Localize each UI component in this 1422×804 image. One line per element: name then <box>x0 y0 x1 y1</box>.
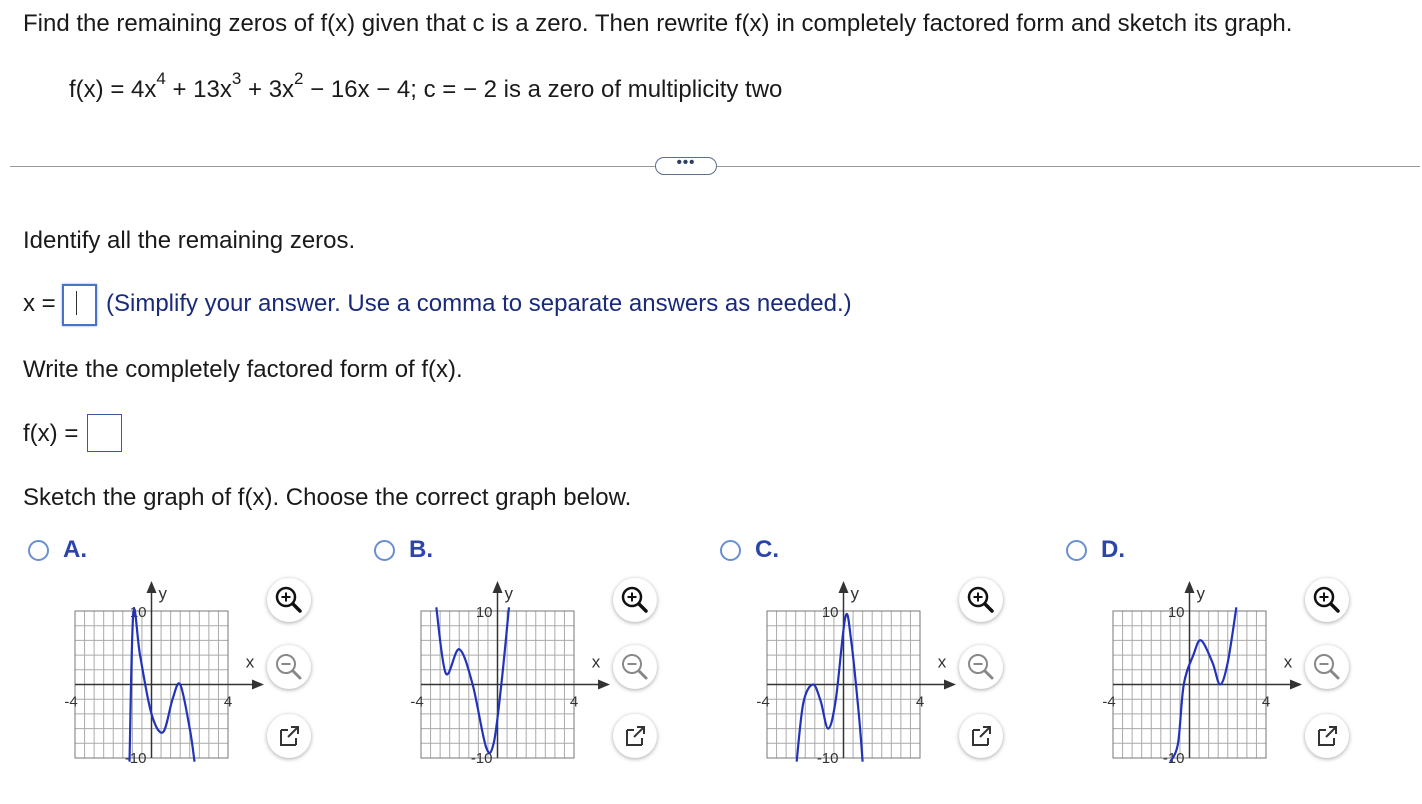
x-axis-arrow <box>252 680 264 690</box>
graph-curve <box>130 609 195 762</box>
radio-button-a[interactable] <box>28 540 49 561</box>
zoom-in-button-a[interactable] <box>267 578 311 622</box>
x-axis-arrow <box>1290 680 1302 690</box>
question-formula: $f(x) = 4x^4 + 13x^3 + 3x^2 - 16x - 4$; c = − 2 is a zero of multiplicity two <box>69 69 783 103</box>
zoom-out-icon <box>959 645 1003 689</box>
y-axis-arrow <box>493 581 503 593</box>
x-axis-label: x <box>937 652 947 672</box>
x-min-tick-label: -4 <box>410 693 424 711</box>
zoom-out-icon <box>1305 645 1349 689</box>
zeros-answer-input[interactable] <box>62 284 97 326</box>
y-min-tick-label: -10 <box>1162 750 1185 767</box>
x-max-tick-label: 4 <box>569 693 579 711</box>
zoom-out-icon <box>613 645 657 689</box>
zoom-out-button-d[interactable] <box>1305 645 1349 689</box>
y-axis-arrow <box>839 581 849 593</box>
y-min-tick-label: -10 <box>124 750 147 767</box>
choice-b[interactable] <box>374 536 444 566</box>
x-min-tick-label: -4 <box>64 693 78 711</box>
choice-letter-c: C. <box>755 536 779 563</box>
x-axis-label: x <box>591 652 601 672</box>
factored-answer-label: f(x) = <box>23 420 79 447</box>
zeros-answer-label: x = <box>23 290 56 317</box>
zoom-out-button-a[interactable] <box>267 645 311 689</box>
y-axis-label: y <box>850 584 859 603</box>
graph-c <box>752 578 962 768</box>
zoom-in-icon <box>613 578 657 622</box>
part3-prompt: Sketch the graph of f(x). Choose the correct graph below. <box>23 484 632 511</box>
part2-prompt: Write the completely factored form of f(x). <box>23 356 463 383</box>
expand-graph-button-b[interactable] <box>613 714 657 758</box>
y-max-tick-label: 10 <box>129 604 147 621</box>
expand-icon <box>267 714 311 758</box>
y-min-tick-label: -10 <box>470 750 493 767</box>
y-max-tick-label: 10 <box>475 604 493 621</box>
x-axis-label: x <box>245 652 255 672</box>
part1-prompt: Identify all the remaining zeros. <box>23 227 356 254</box>
choice-letter-b: B. <box>409 536 433 563</box>
zoom-out-icon <box>267 645 311 689</box>
y-axis-label: y <box>504 584 513 603</box>
zoom-out-button-b[interactable] <box>613 645 657 689</box>
y-axis-arrow <box>1185 581 1195 593</box>
y-max-tick-label: 10 <box>1167 604 1185 621</box>
y-axis-label: y <box>158 584 167 603</box>
expand-graph-button-d[interactable] <box>1305 714 1349 758</box>
zoom-in-icon <box>267 578 311 622</box>
x-max-tick-label: 4 <box>1261 693 1271 711</box>
choice-letter-d: D. <box>1101 536 1125 563</box>
x-min-tick-label: -4 <box>756 693 770 711</box>
x-axis-arrow <box>598 680 610 690</box>
zeros-answer-hint: (Simplify your answer. Use a comma to separate answers as needed.) <box>106 290 852 317</box>
choice-letter-a: A. <box>63 536 87 563</box>
radio-button-c[interactable] <box>720 540 741 561</box>
zoom-in-icon <box>1305 578 1349 622</box>
zoom-in-button-d[interactable] <box>1305 578 1349 622</box>
expand-graph-button-c[interactable] <box>959 714 1003 758</box>
graph-b <box>406 578 616 768</box>
x-min-tick-label: -4 <box>1102 693 1116 711</box>
zoom-in-button-c[interactable] <box>959 578 1003 622</box>
choice-a[interactable] <box>28 536 98 566</box>
expand-icon <box>1305 714 1349 758</box>
radio-button-b[interactable] <box>374 540 395 561</box>
graph-d <box>1098 578 1308 768</box>
x-axis-label: x <box>1283 652 1293 672</box>
expand-more-button[interactable]: ••• <box>655 157 717 175</box>
choice-d[interactable] <box>1066 536 1136 566</box>
expand-icon <box>613 714 657 758</box>
zoom-in-icon <box>959 578 1003 622</box>
y-min-tick-label: -10 <box>816 750 839 767</box>
radio-button-d[interactable] <box>1066 540 1087 561</box>
zoom-in-button-b[interactable] <box>613 578 657 622</box>
choice-c[interactable] <box>720 536 790 566</box>
y-axis-arrow <box>147 581 157 593</box>
expand-graph-button-a[interactable] <box>267 714 311 758</box>
x-max-tick-label: 4 <box>223 693 233 711</box>
factored-answer-input[interactable] <box>87 414 122 452</box>
x-max-tick-label: 4 <box>915 693 925 711</box>
zoom-out-button-c[interactable] <box>959 645 1003 689</box>
graph-a <box>60 578 270 768</box>
text-caret <box>76 291 77 315</box>
x-axis-arrow <box>944 680 956 690</box>
y-max-tick-label: 10 <box>821 604 839 621</box>
y-axis-label: y <box>1196 584 1205 603</box>
question-instruction: Find the remaining zeros of f(x) given that c is a zero. Then rewrite f(x) in completely factored form and sketch its graph. <box>23 10 1293 37</box>
expand-icon <box>959 714 1003 758</box>
